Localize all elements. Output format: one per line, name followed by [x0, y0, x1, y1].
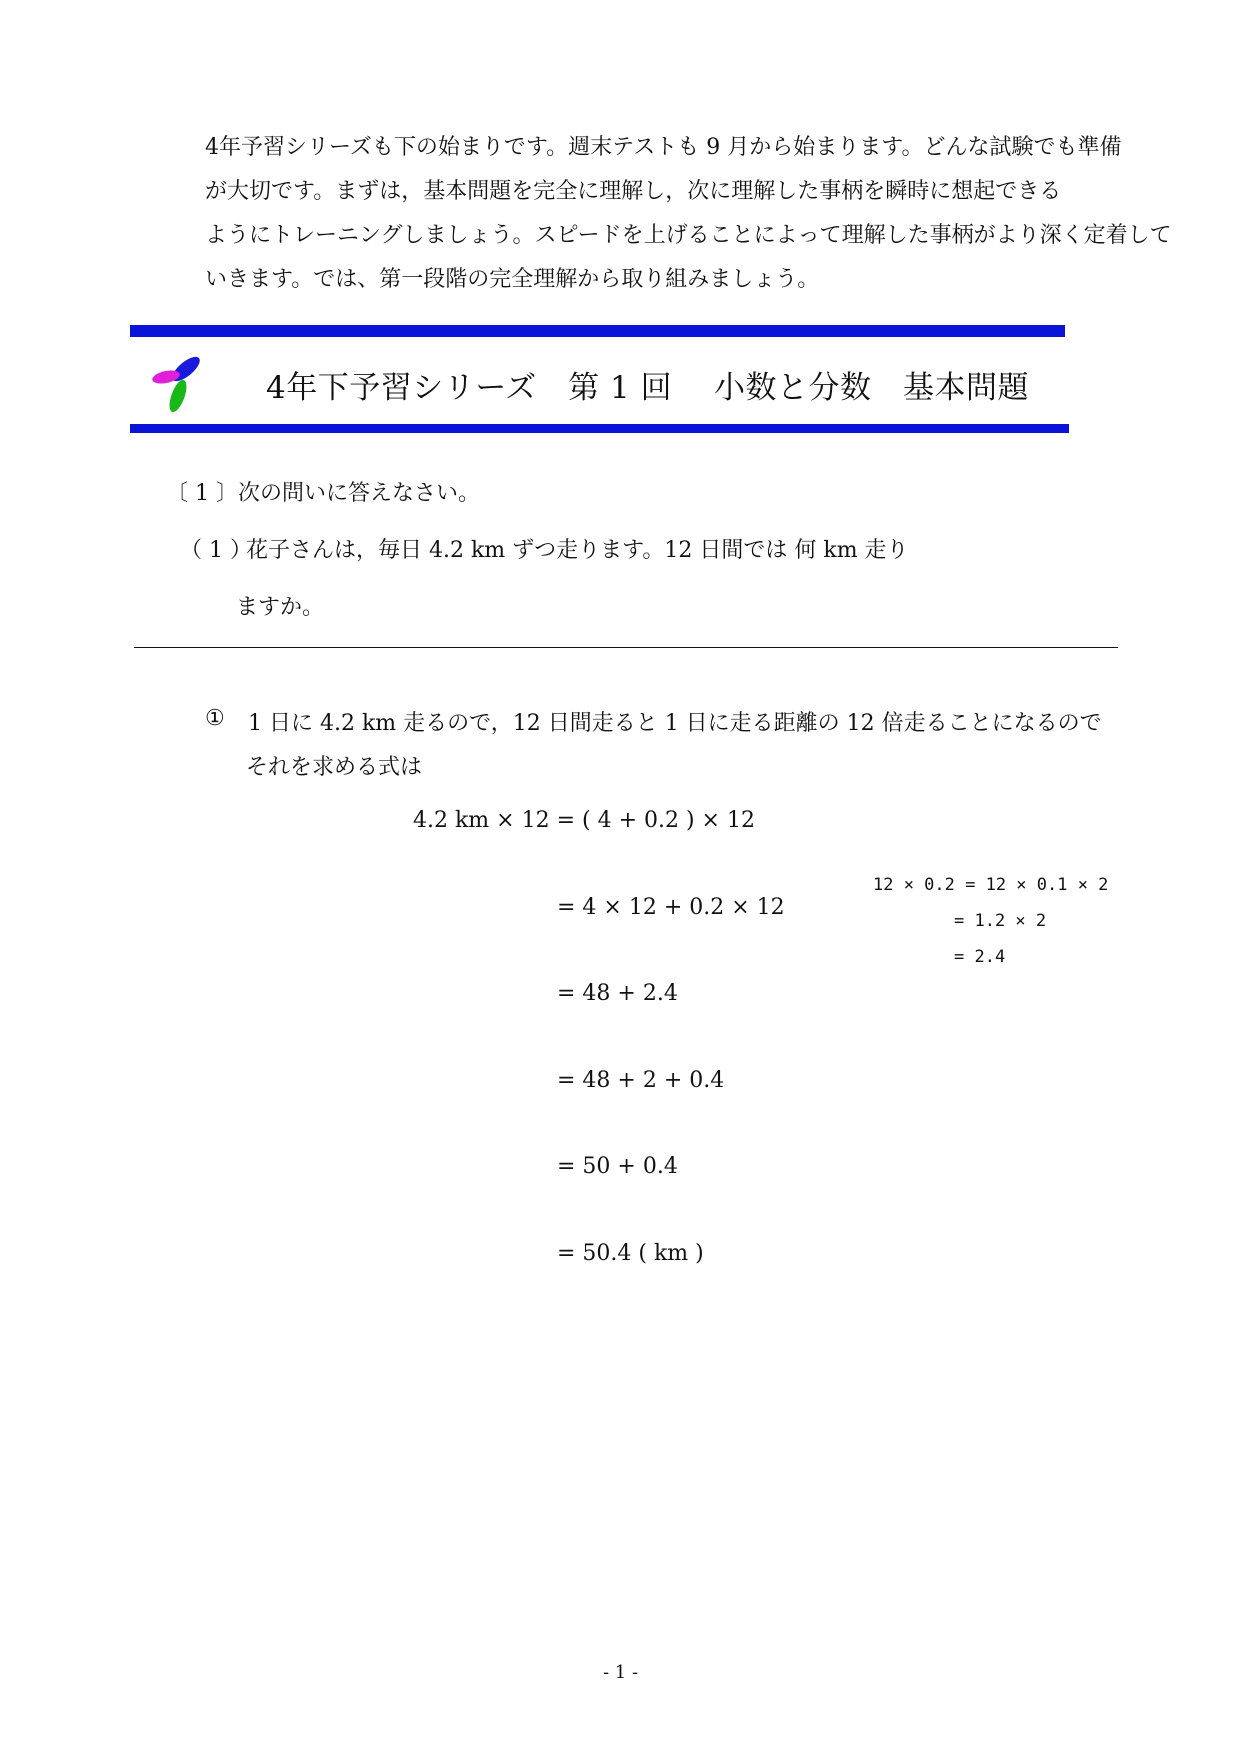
intro-paragraph: [205, 126, 1172, 302]
section-instruction: 次の問いに答えなさい。: [238, 481, 481, 506]
page-number: - 1 -: [602, 1662, 639, 1683]
equation-line-1: 4.2 km × 12 = ( 4 + 0.2 ) × 12: [413, 808, 755, 833]
section-label: 〔 1 〕: [166, 481, 238, 506]
intro-line: ようにトレーニングしましょう。スピードを上げることによって理解した事柄がより深く定着して: [205, 223, 1172, 248]
page-title: 4年下予習シリーズ 第 1 回 小数と分数 基本問題: [266, 370, 1029, 406]
side-note-line-2: = 1.2 × 2: [954, 911, 1047, 931]
intro-line: 4年予習シリーズも下の始まりです。週末テストも 9 月から始まります。どんな試験でも準備: [205, 135, 1122, 160]
question-text-line1: 花子さんは，毎日 4.2 km ずつ走ります。12 日間では 何 km 走り: [246, 538, 909, 563]
divider-line: [134, 647, 1118, 648]
question-label: （ 1 ）: [180, 538, 252, 563]
side-note-line-1: 12 × 0.2 = 12 × 0.1 × 2: [873, 875, 1109, 895]
question-text-line2: ますか。: [236, 595, 325, 620]
step-text-line2: それを求める式は: [246, 755, 423, 780]
title-band-top: [130, 325, 1065, 337]
equation-line-2: = 4 × 12 + 0.2 × 12: [557, 895, 785, 920]
logo-icon: [150, 351, 206, 415]
equation-line-3: = 48 + 2.4: [557, 981, 678, 1006]
step-text-line1: 1 日に 4.2 km 走るので，12 日間走ると 1 日に走る距離の 12 倍走ることになるので: [248, 711, 1102, 736]
side-note-line-3: = 2.4: [954, 947, 1006, 967]
equation-line-5: = 50 + 0.4: [557, 1154, 678, 1179]
step-marker: ①: [205, 706, 225, 731]
equation-line-4: = 48 + 2 + 0.4: [557, 1068, 725, 1093]
intro-line: いきます。では、第一段階の完全理解から取り組みましょう。: [205, 267, 820, 292]
title-band-bottom: [130, 424, 1069, 433]
logo-petal-green: [166, 378, 190, 414]
intro-line: が大切です。まずは，基本問題を完全に理解し，次に理解した事柄を瞬時に想起できる: [205, 179, 1062, 204]
equation-line-6: = 50.4 ( km ): [557, 1241, 704, 1266]
